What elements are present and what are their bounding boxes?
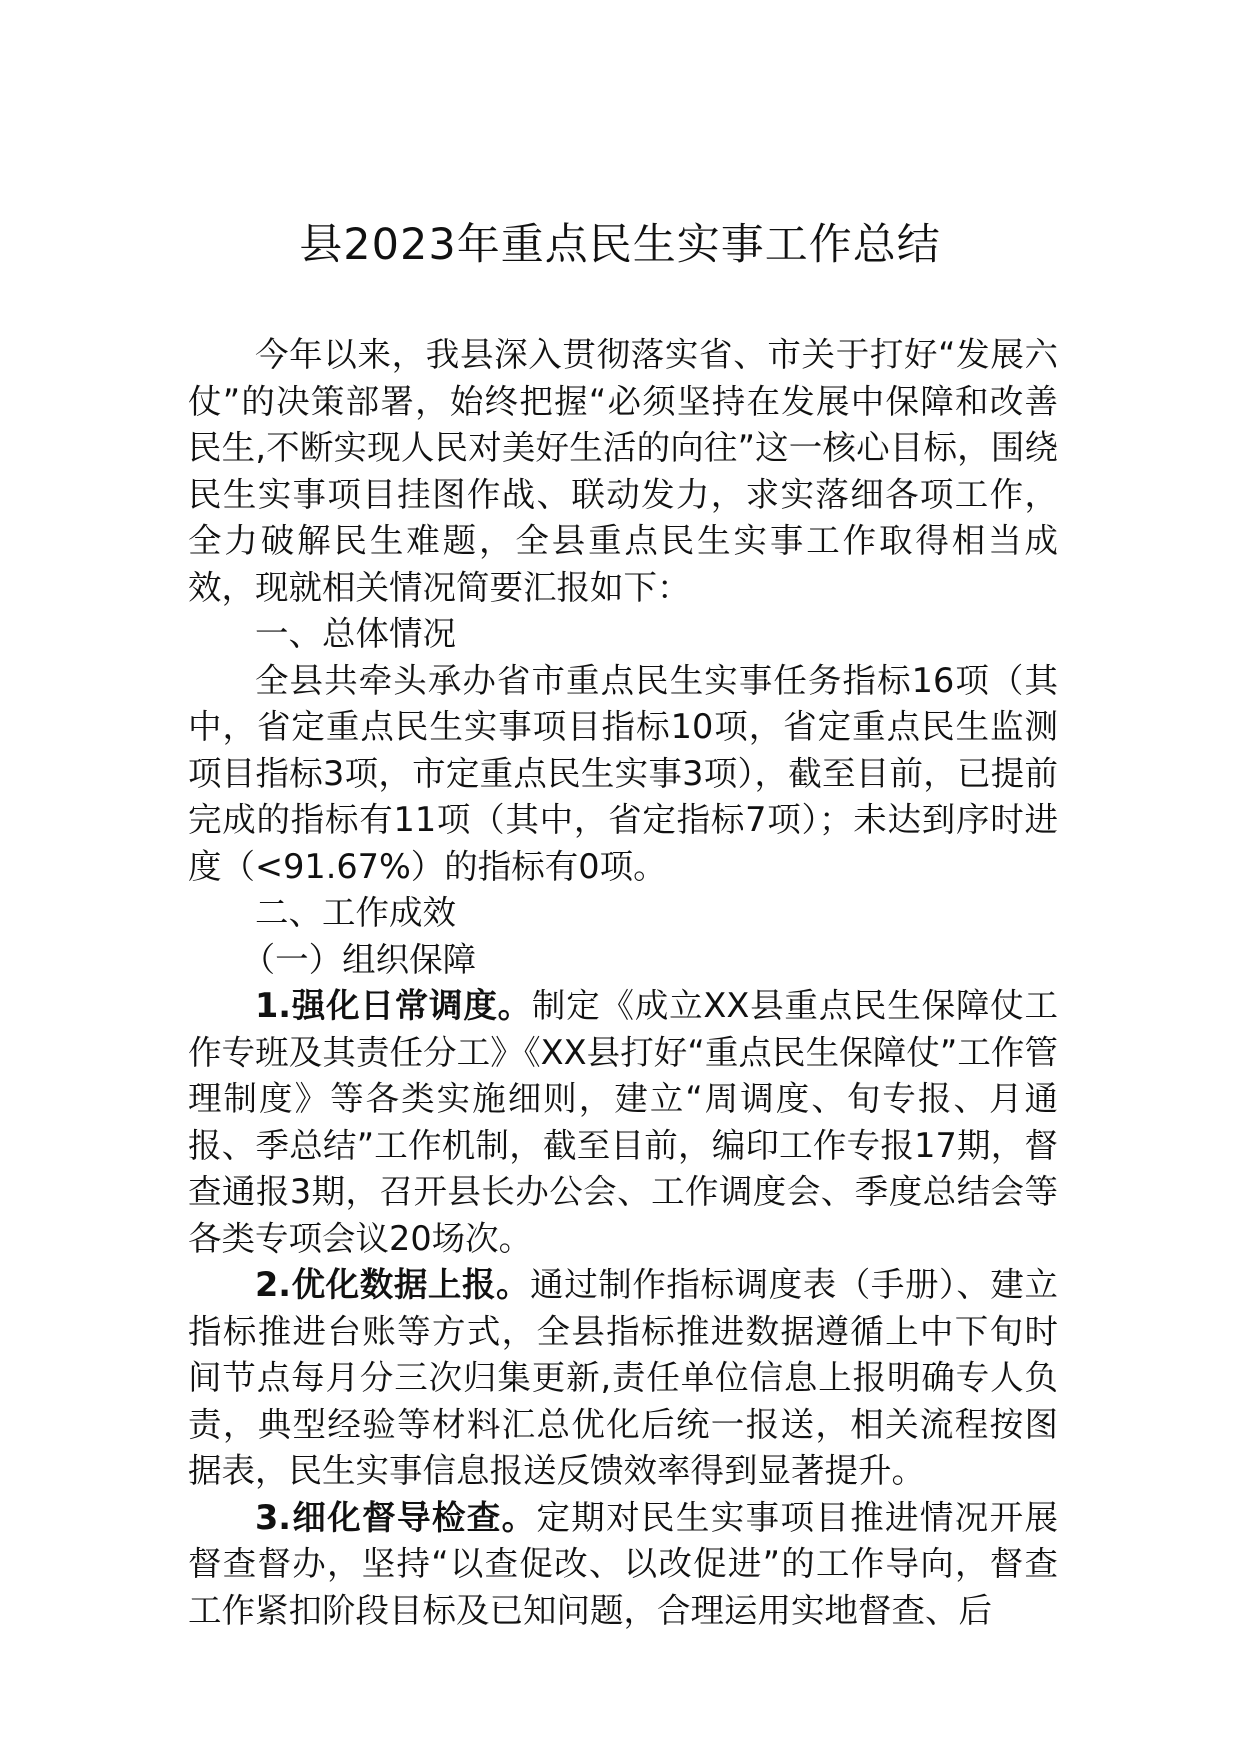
item-lead: 2.优化数据上报。 (255, 1265, 531, 1304)
section-heading-overview: 一、总体情况 (255, 614, 456, 653)
document-title: 县2023年重点民生实事工作总结 (299, 220, 941, 270)
document-body (188, 332, 1058, 1634)
item-paragraph-data-reporting (188, 1262, 1058, 1495)
subheading-organization: （一）组织保障 (241, 939, 477, 979)
section-heading-results: 二、工作成效 (255, 893, 456, 932)
item-text: 通过制作指标调度表（手册）、建立指标推进台账等方式，全县指标推进数据遵循上中下旬时间节点每月分三次归集更新,责任单位信息上报明确专人负责，典型经验等材料汇总优化后统一报送，相关流程按图据表，民生实事信息报送反馈效率得到显著提升。 (188, 1265, 1059, 1490)
item-lead: 1.强化日常调度。 (255, 986, 532, 1025)
item-text: 制定《成立XX县重点民生保障仗工作专班及其责任分工》《XX县打好“重点民生保障仗”工作管理制度》等各类实施细则，建立“周调度、旬专报、月通报、季总结”工作机制，截至目前，编印工作专报17期，督查通报3期，召开县长办公会、工作调度会、季度总结会等各类专项会议20场次。 (188, 986, 1058, 1258)
overview-paragraph: 全县共牵头承办省市重点民生实事任务指标16项（其中，省定重点民生实事项目指标10项，省定重点民生监测项目指标3项，市定重点民生实事3项），截至目前，已提前完成的指标有11项（其中，省定指标7项）；未达到序时进度（<91.67%）的指标有0项。 (188, 660, 1058, 886)
item-lead: 3.细化督导检查。 (255, 1497, 537, 1537)
item-text: 定期对民生实事项目推进情况开展督查督办，坚持“以查促改、以改促进”的工作导向，督查工作紧扣阶段目标及已知问题，合理运用实地督查、后 (188, 1497, 1058, 1630)
item-paragraph-supervision (188, 1495, 1058, 1635)
item-paragraph-daily-dispatch (188, 983, 1058, 1262)
intro-paragraph: 今年以来，我县深入贯彻落实省、市关于打好“发展六仗”的决策部署，始终把握“必须坚持在发展中保障和改善民生,不断实现人民对美好生活的向往”这一核心目标，围绕民生实事项目挂图作战、联动发力，求实落细各项工作，全力破解民生难题，全县重点民生实事工作取得相当成效，现就相关情况简要汇报如下： (188, 335, 1058, 607)
